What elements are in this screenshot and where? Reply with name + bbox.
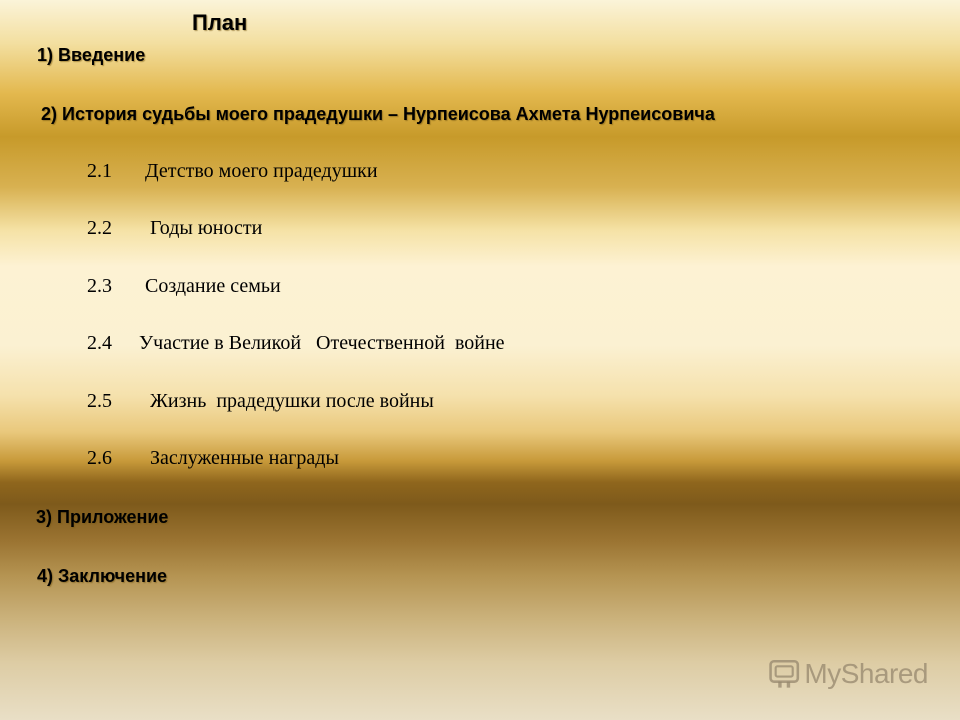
plan-subitem-number: 2.6 [87,447,112,469]
plan-subitem-text: Создание семьи [145,275,281,297]
plan-subitem-text: Жизнь прадедушки после войны [145,390,434,412]
plan-subitem [87,447,339,470]
plan-subitem-number: 2.5 [87,390,112,412]
plan-subitem-text: Заслуженные награды [145,447,339,469]
plan-item-appendix: 3) Приложение [36,507,169,527]
plan-subitem [87,217,262,240]
myshared-watermark[interactable] [768,656,928,692]
myshared-logo-icon [768,656,800,692]
plan-item-intro: 1) Введение [37,45,146,65]
slide-title: План [192,10,248,35]
plan-subitem [87,390,434,413]
plan-subitem [87,275,281,298]
myshared-logo-text: MyShared [804,658,928,689]
plan-subitem-text: Детство моего прадедушки [145,160,378,182]
plan-item-history: 2) История судьбы моего прадедушки – Нурпеисова Ахмета Нурпеисовича [41,104,715,124]
plan-subitem [87,160,378,183]
plan-subitem-text: Годы юности [145,217,263,239]
plan-subitem [87,332,505,355]
plan-subitem-number: 2.2 [87,217,112,239]
plan-item-conclusion: 4) Заключение [37,566,168,586]
plan-subitem-number: 2.4 [87,332,112,354]
plan-subitem-number: 2.1 [87,160,112,182]
plan-subitem-number: 2.3 [87,275,112,297]
plan-subitem-text: Участие в Великой Отечественной войне [139,332,505,354]
